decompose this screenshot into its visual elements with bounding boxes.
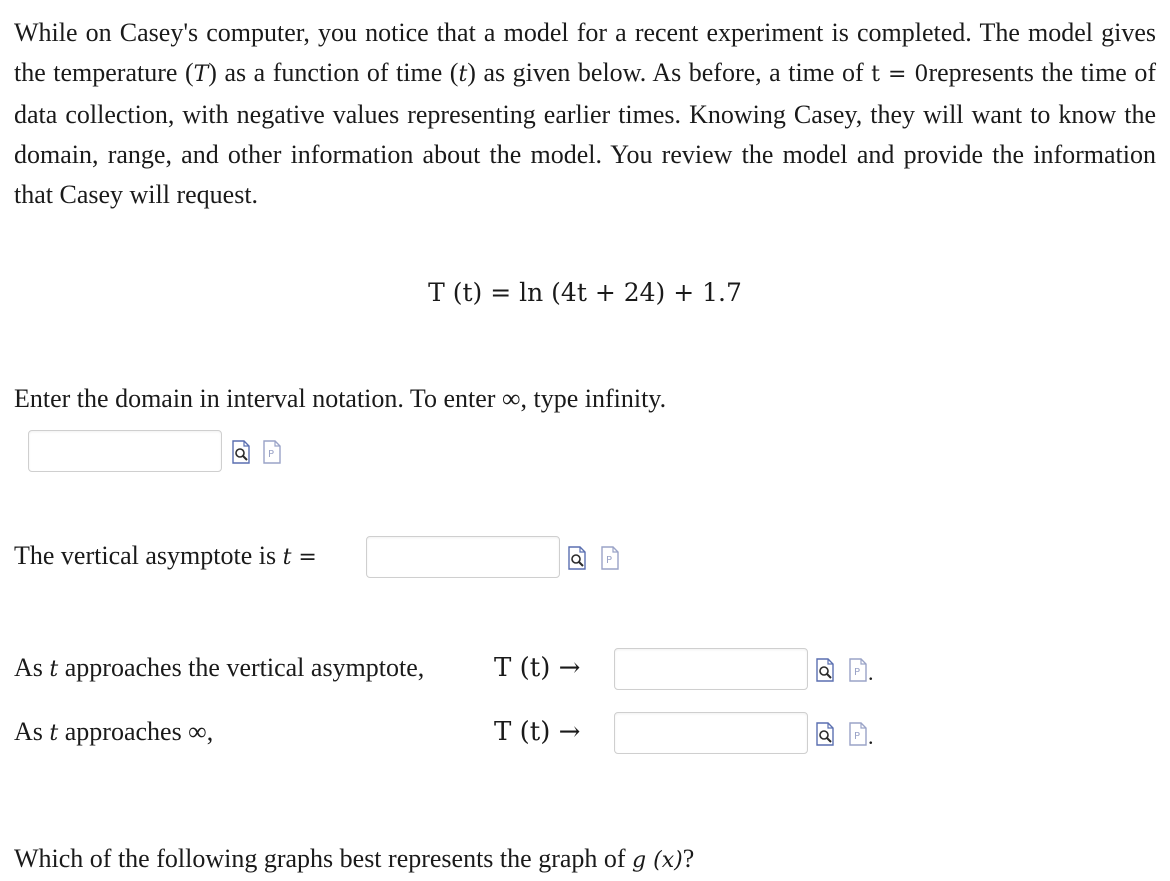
problem-intro xyxy=(14,13,1156,215)
eq-t-zero: t = 0 xyxy=(871,62,929,87)
syntax-help-icon[interactable] xyxy=(848,722,868,746)
intro-text-4: represents the time of data collection, with negative values representing earlier times. Knowing Casey, they will want to know the domain, range, and other information about the model. You review the model and provide the information that Casey will request. xyxy=(14,58,1157,209)
var-t: t xyxy=(49,721,59,746)
intro-text-1: While on Casey's computer, you notice that a model for a recent experiment is completed. The model gives the temperature ( xyxy=(14,18,1156,87)
preview-icon[interactable] xyxy=(567,546,587,570)
syntax-help-icon[interactable] xyxy=(848,658,868,682)
limit-asymptote-input[interactable] xyxy=(614,648,808,690)
limit-asymptote-expr: T (t) → xyxy=(494,653,581,683)
preview-icon[interactable] xyxy=(815,658,835,682)
asymptote-prompt xyxy=(14,539,317,575)
limit-asymptote-prompt xyxy=(14,651,424,687)
syntax-help-icon[interactable] xyxy=(262,440,282,464)
syntax-help-icon[interactable] xyxy=(600,546,620,570)
svg-text:P: P xyxy=(268,449,275,460)
limit-infinity-post: approaches ∞, xyxy=(58,717,214,746)
graph-question-text: Which of the following graphs best represents the graph of xyxy=(14,844,633,873)
period: . xyxy=(868,660,874,685)
svg-text:P: P xyxy=(854,667,861,678)
var-t: t xyxy=(458,62,468,87)
intro-text-3: ) as given below. As before, a time of xyxy=(467,58,872,87)
preview-icon[interactable] xyxy=(231,440,251,464)
limit-infinity-pre: As xyxy=(14,717,50,746)
limit-asymptote-pre: As xyxy=(14,653,50,682)
limit-infinity-expr: T (t) → xyxy=(494,717,581,747)
preview-icon[interactable] xyxy=(815,722,835,746)
function-g-of-x: g (x) xyxy=(632,848,683,873)
question-mark: ? xyxy=(682,844,695,873)
svg-text:P: P xyxy=(854,731,861,742)
limit-infinity-prompt xyxy=(14,715,213,751)
asymptote-input[interactable] xyxy=(366,536,560,578)
period: . xyxy=(868,724,874,749)
intro-text-2: ) as a function of time ( xyxy=(208,58,459,87)
domain-prompt: Enter the domain in interval notation. To enter ∞, type infinity. xyxy=(14,384,667,413)
svg-text:P: P xyxy=(606,555,613,566)
graph-question xyxy=(14,842,694,878)
limit-infinity-input[interactable] xyxy=(614,712,808,754)
equals-sign: = xyxy=(291,545,317,570)
model-equation: T (t) = ln (4t + 24) + 1.7 xyxy=(428,278,742,307)
limit-asymptote-post: approaches the vertical asymptote, xyxy=(58,653,425,682)
var-T: T xyxy=(193,62,209,87)
var-t: t xyxy=(49,657,59,682)
var-t: t xyxy=(282,545,292,570)
domain-input[interactable] xyxy=(28,430,222,472)
asymptote-prompt-text: The vertical asymptote is xyxy=(14,541,283,570)
